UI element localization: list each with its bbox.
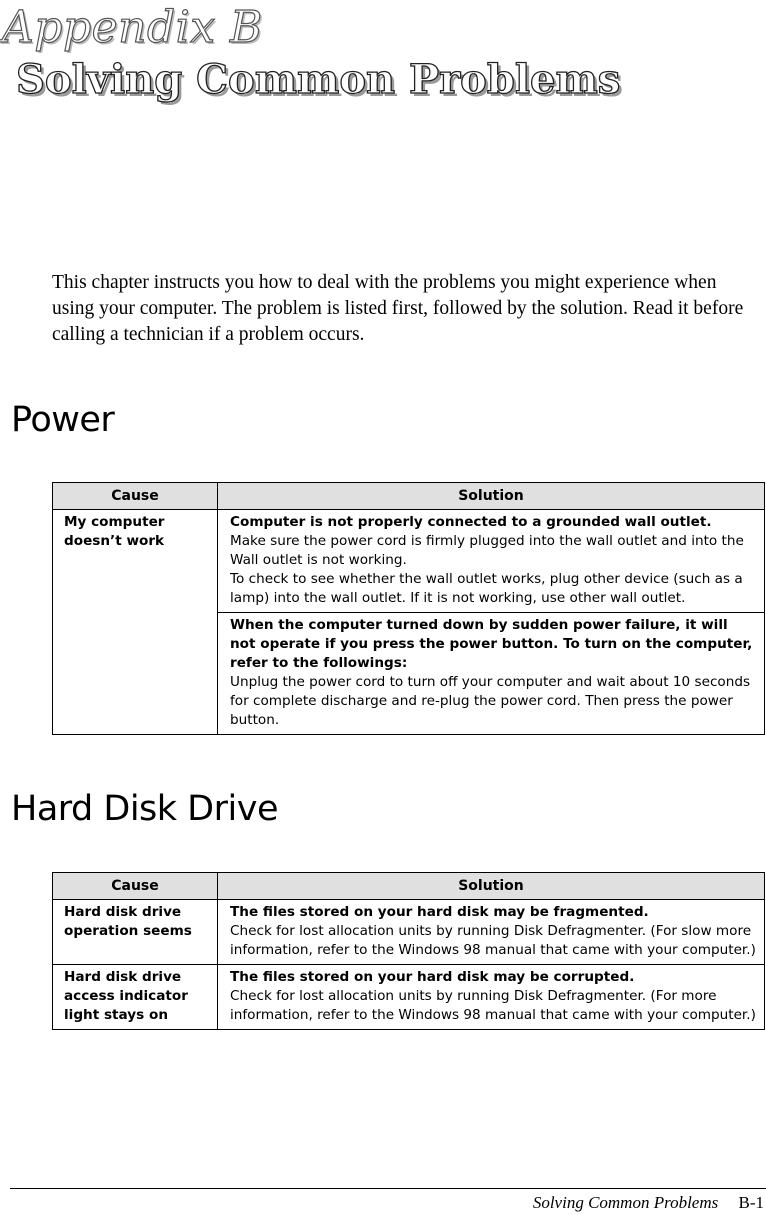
table-row	[53, 965, 765, 1030]
footer-divider	[10, 1188, 766, 1189]
table-header-row	[53, 483, 765, 510]
solution-cell	[218, 510, 765, 613]
column-header-solution: Solution	[218, 483, 765, 510]
power-troubleshooting-table	[52, 482, 765, 735]
solution-title: The files stored on your hard disk may be corrupted.	[230, 969, 635, 985]
solution-cell	[218, 900, 765, 965]
solution-body: To check to see whether the wall outlet works, plug other device (such as a lamp) into the wall outlet. If it is not working, use other wall outlet.	[230, 571, 743, 606]
page-footer	[533, 1193, 764, 1213]
page-number: B-1	[738, 1193, 764, 1212]
solution-cell	[218, 965, 765, 1030]
column-header-solution: Solution	[218, 873, 765, 900]
solution-title: Computer is not properly connected to a grounded wall outlet.	[230, 514, 712, 530]
cause-cell: My computer doesn’t work	[53, 510, 218, 735]
table-header-row	[53, 873, 765, 900]
column-header-cause: Cause	[53, 873, 218, 900]
hard-disk-troubleshooting-table	[52, 872, 765, 1030]
table-row	[53, 510, 765, 613]
cause-cell: Hard disk drive access indicator light stays on	[53, 965, 218, 1030]
solution-cell	[218, 613, 765, 735]
table-row	[53, 900, 765, 965]
solution-title: When the computer turned down by sudden power failure, it will not operate if you press the power button. To turn on the computer, refer to the followings:	[230, 617, 753, 671]
intro-paragraph: This chapter instructs you how to deal with the problems you might experience when using your computer. The problem is listed first, followed by the solution. Read it before calling a technician if a problem occurs.	[52, 272, 744, 345]
solution-title: The files stored on your hard disk may be fragmented.	[230, 904, 649, 920]
column-header-cause: Cause	[53, 483, 218, 510]
section-heading-power: Power	[11, 400, 115, 440]
solution-body: Unplug the power cord to turn off your computer and wait about 10 seconds for complete discharge and re-plug the power cord. Then press the power button.	[230, 674, 751, 728]
cause-cell: Hard disk drive operation seems	[53, 900, 218, 965]
chapter-title: Solving Common Problems	[16, 56, 621, 103]
solution-body: Check for lost allocation units by running Disk Defragmenter. (For slow more information, refer to the Windows 98 manual that came with your computer.)	[230, 923, 756, 958]
solution-body: Check for lost allocation units by running Disk Defragmenter. (For more information, refer to the Windows 98 manual that came with your computer.)	[230, 988, 756, 1023]
solution-body: Make sure the power cord is firmly plugged into the wall outlet and into the Wall outlet is not working.	[230, 533, 744, 568]
appendix-label: Appendix B	[2, 2, 263, 53]
section-heading-hard-disk-drive: Hard Disk Drive	[11, 789, 278, 829]
running-title: Solving Common Problems	[532, 1193, 719, 1212]
